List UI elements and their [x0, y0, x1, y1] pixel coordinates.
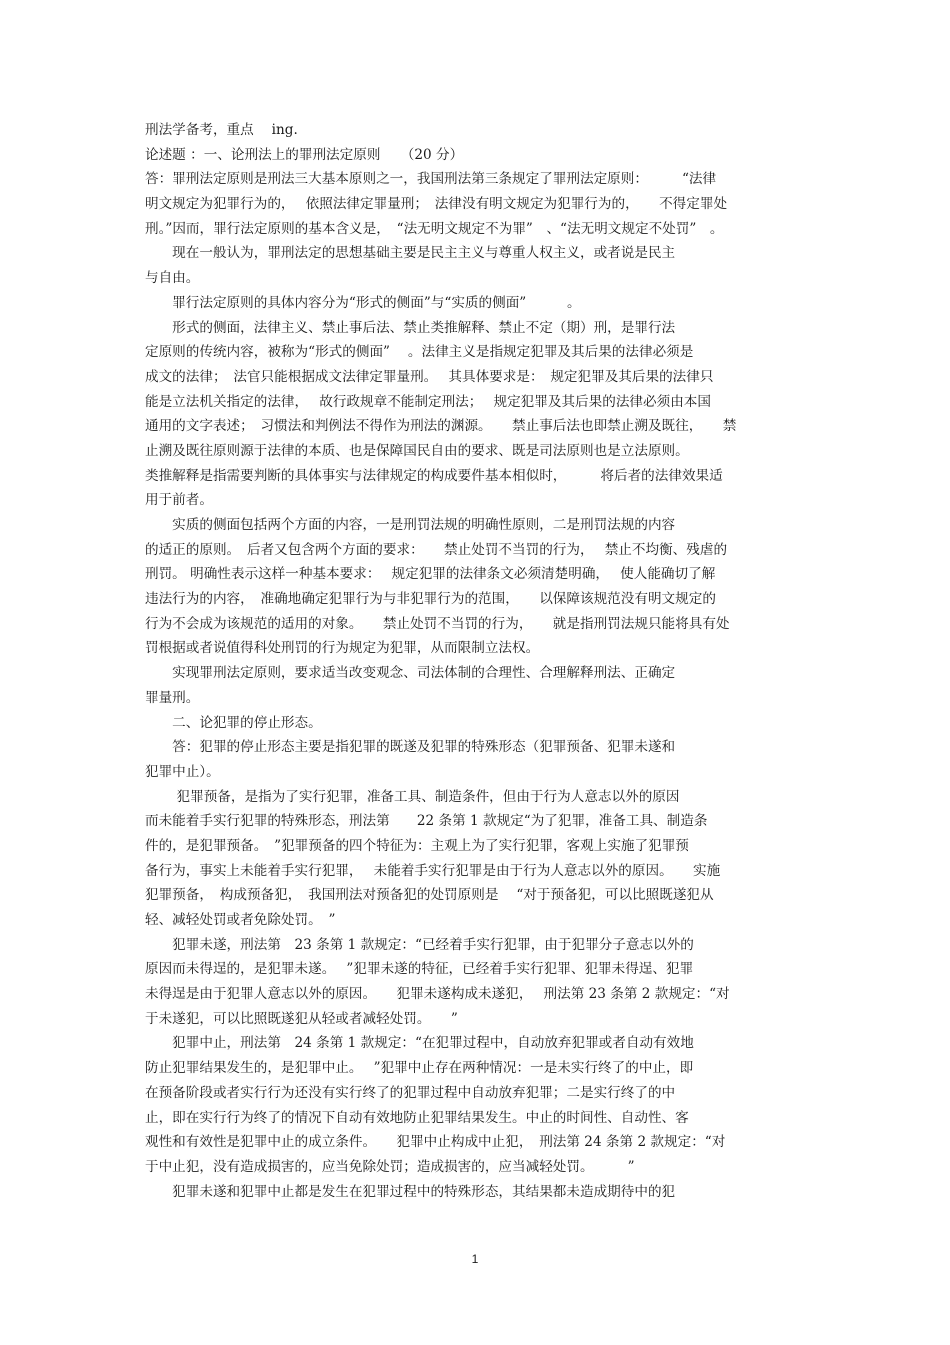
text-line: 观性和有效性是犯罪中止的成立条件。 犯罪中止构成中止犯， 刑法第 24 条第 2 款规定：“对: [145, 1134, 726, 1151]
page-number: 1: [471, 1252, 479, 1266]
text-line: 刑法学备考，重点 ing.: [145, 122, 298, 138]
text-line: 于未遂犯，可以比照既遂犯从轻或者减轻处罚。 ”: [145, 1010, 458, 1027]
text-line: 论述题 ：一、论刑法上的罪刑法定原则 （20 分）: [145, 146, 464, 163]
text-line: 备行为，事实上未能着手实行犯罪， 未能着手实行犯罪是由于行为人意志以外的原因。 实施: [145, 862, 721, 879]
text-line: 犯罪中止）。: [145, 763, 220, 780]
text-line: 件的，是犯罪预备。 ”犯罪预备的四个特征为：主观上为了实行犯罪，客观上实施了犯罪预: [145, 837, 689, 854]
text-line: 刑罚。 明确性表示这样一种基本要求： 规定犯罪的法律条文必须清楚明确， 使人能确切了解: [145, 566, 716, 583]
text-line: 与自由。: [145, 270, 200, 287]
text-line: 二、论犯罪的停止形态。: [145, 714, 322, 731]
text-line: 止，即在实行行为终了的情况下自动有效地防止犯罪结果发生。中止的时间性、自动性、客: [145, 1109, 689, 1126]
text-line: 通用的文字表述； 习惯法和判例法不得作为刑法的渊源。 禁止事后法也即禁止溯及既往， 禁: [145, 418, 737, 435]
text-line: 形式的侧面，法律主义、禁止事后法、禁止类推解释、禁止不定（期）刑，是罪行法: [145, 319, 676, 336]
text-line: 原因而未得逞的，是犯罪未遂。 ”犯罪未遂的特征，已经着手实行犯罪、犯罪未得逞、犯罪: [145, 961, 694, 978]
text-line: 答：罪刑法定原则是刑法三大基本原则之一，我国刑法第三条规定了罪刑法定原则： “法律: [145, 171, 717, 188]
text-line: 防止犯罪结果发生的，是犯罪中止。 ”犯罪中止存在两种情况：一是未实行终了的中止，即: [145, 1060, 694, 1077]
text-line: 用于前者。: [145, 492, 213, 509]
text-line: 罚根据或者说值得科处刑罚的行为规定为犯罪，从而限制立法权。: [145, 640, 540, 657]
text-line: 犯罪中止，刑法第 24 条第 1 款规定：“在犯罪过程中，自动放弃犯罪或者自动有效地: [145, 1035, 694, 1052]
text-line: 能是立法机关指定的法律， 故行政规章不能制定刑法； 规定犯罪及其后果的法律必须由本国: [145, 393, 711, 410]
text-line: 现在一般认为，罪刑法定的思想基础主要是民主主义与尊重人权主义，或者说是民主: [145, 245, 676, 262]
text-line: 在预备阶段或者实行行为还没有实行终了的犯罪过程中自动放弃犯罪；二是实行终了的中: [145, 1084, 676, 1101]
text-line: 罪行法定原则的具体内容分为“形式的侧面”与“实质的侧面” 。: [145, 294, 581, 311]
text-line: 行为不会成为该规范的适用的对象。 禁止处罚不当罚的行为， 就是指刑罚法规只能将具有处: [145, 615, 730, 632]
text-line: 答：犯罪的停止形态主要是指犯罪的既遂及犯罪的特殊形态（犯罪预备、犯罪未遂和: [145, 739, 676, 756]
text-line: 犯罪预备，是指为了实行犯罪，准备工具、制造条件，但由于行为人意志以外的原因: [145, 788, 680, 805]
text-line: 轻、减轻处罚或者免除处罚。 ”: [145, 912, 336, 928]
text-line: 未得逞是由于犯罪人意志以外的原因。 犯罪未遂构成未遂犯， 刑法第 23 条第 2 款规定：“对: [145, 986, 730, 1003]
text-line: 刑。”因而，罪行法定原则的基本含义是， “法无明文规定不为罪” 、“法无明文规定不处罚” 。: [145, 220, 724, 237]
text-line: 止溯及既往原则源于法律的本质、也是保障国民自由的要求、既是司法原则也是立法原则。: [145, 442, 689, 459]
text-line: 犯罪预备， 构成预备犯， 我国刑法对预备犯的处罚原则是 “对于预备犯，可以比照既遂犯从: [145, 887, 714, 904]
text-line: 于中止犯，没有造成损害的，应当免除处罚；造成损害的，应当减轻处罚。 ”: [145, 1158, 635, 1175]
text-line: 实现罪刑法定原则，要求适当改变观念、司法体制的合理性、合理解释刑法、正确定: [145, 665, 676, 682]
text-line: 违法行为的内容， 准确地确定犯罪行为与非犯罪行为的范围， 以保障该规范没有明文规定的: [145, 591, 716, 608]
text-line: 罪量刑。: [145, 689, 200, 706]
text-line: 犯罪未遂和犯罪中止都是发生在犯罪过程中的特殊形态，其结果都未造成期待中的犯: [145, 1183, 676, 1200]
text-line: 成文的法律； 法官只能根据成文法律定罪量刑。 其具体要求是： 规定犯罪及其后果的法律只: [145, 368, 714, 385]
text-line: 类推解释是指需要判断的具体事实与法律规定的构成要件基本相似时， 将后者的法律效果适: [145, 467, 723, 484]
document-body: [145, 118, 815, 1204]
text-line: 而未能着手实行犯罪的特殊形态，刑法第 22 条第 1 款规定“为了犯罪，准备工具、制造条: [145, 813, 708, 830]
text-line: 明文规定为犯罪行为的， 依照法律定罪量刑； 法律没有明文规定为犯罪行为的， 不得定罪处: [145, 196, 728, 213]
text-line: 实质的侧面包括两个方面的内容，一是刑罚法规的明确性原则，二是刑罚法规的内容: [145, 517, 676, 533]
text-line: 定原则的传统内容，被称为“形式的侧面” 。法律主义是指规定犯罪及其后果的法律必须是: [145, 344, 694, 361]
text-line: 的适正的原则。 后者又包含两个方面的要求： 禁止处罚不当罚的行为， 禁止不均衡、残虐的: [145, 541, 728, 558]
text-line: 犯罪未遂，刑法第 23 条第 1 款规定：“已经着手实行犯罪，由于犯罪分子意志以外的: [145, 936, 694, 953]
